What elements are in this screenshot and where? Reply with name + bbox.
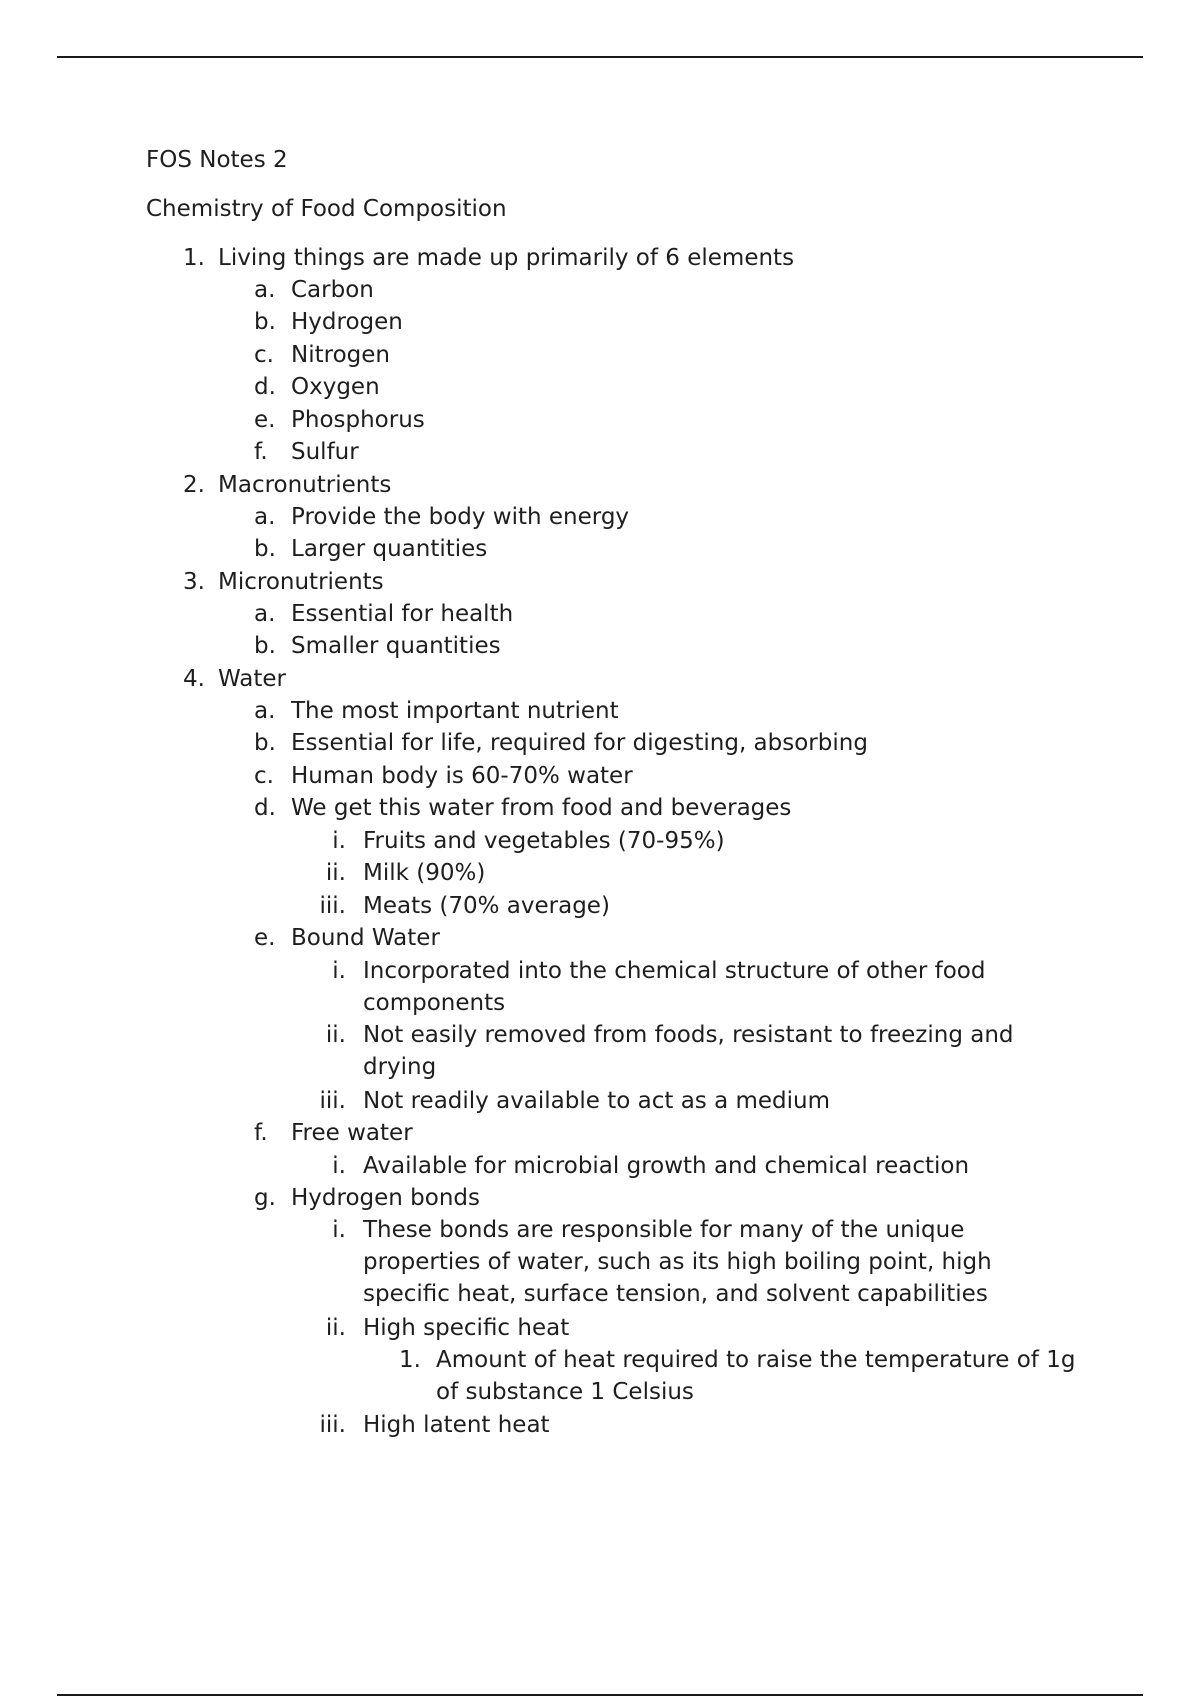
list-item-text: Not easily removed from foods, resistant to freezing and drying bbox=[363, 1022, 1014, 1080]
list-item-text: Amount of heat required to raise the temperature of 1g of substance 1 Celsius bbox=[436, 1347, 1076, 1405]
list-marker: ii. bbox=[325, 860, 346, 886]
list-item-text: These bonds are responsible for many of the unique properties of water, such as its high boiling point, high specific heat, surface tension, and solvent capabilities bbox=[363, 1217, 992, 1307]
list-item-text: Provide the body with energy bbox=[291, 504, 630, 530]
list-item-text: Carbon bbox=[291, 277, 374, 303]
list-item-text: Oxygen bbox=[291, 374, 380, 400]
list-marker: 1. bbox=[183, 245, 205, 271]
page-title: FOS Notes 2 bbox=[146, 147, 288, 173]
footer-rule bbox=[57, 1694, 1143, 1696]
list-item-text: Available for microbial growth and chemical reaction bbox=[363, 1153, 970, 1179]
list-marker: a. bbox=[254, 277, 276, 303]
list-marker: i. bbox=[332, 1153, 346, 1179]
list-marker: b. bbox=[254, 309, 276, 335]
list-item-text: Not readily available to act as a medium bbox=[363, 1088, 831, 1114]
list-marker: e. bbox=[254, 925, 276, 951]
list-marker: f. bbox=[254, 1120, 268, 1146]
list-item-text: Essential for life, required for digesting, absorbing bbox=[291, 730, 868, 756]
list-item-text: Essential for health bbox=[291, 601, 514, 627]
list-marker: 4. bbox=[183, 666, 205, 692]
list-item-text: Phosphorus bbox=[291, 407, 425, 433]
list-marker: d. bbox=[254, 795, 276, 821]
list-marker: d. bbox=[254, 374, 276, 400]
list-item-text: We get this water from food and beverages bbox=[291, 795, 792, 821]
list-marker: i. bbox=[332, 1217, 346, 1243]
list-marker: b. bbox=[254, 730, 276, 756]
list-marker: e. bbox=[254, 407, 276, 433]
list-item-text: Hydrogen bonds bbox=[291, 1185, 480, 1211]
list-marker: 2. bbox=[183, 472, 205, 498]
list-item-text: Sulfur bbox=[291, 439, 359, 465]
list-item-text: High latent heat bbox=[363, 1412, 550, 1438]
list-marker: ii. bbox=[325, 1315, 346, 1341]
list-marker: a. bbox=[254, 601, 276, 627]
list-marker: i. bbox=[332, 828, 346, 854]
list-item-text: Human body is 60-70% water bbox=[291, 763, 633, 789]
list-item-text: Nitrogen bbox=[291, 342, 390, 368]
list-marker: b. bbox=[254, 536, 276, 562]
list-item-text: Meats (70% average) bbox=[363, 893, 610, 919]
list-item-text: Larger quantities bbox=[291, 536, 488, 562]
list-item-text: High specific heat bbox=[363, 1315, 570, 1341]
list-item-text: Free water bbox=[291, 1120, 413, 1146]
list-item-text: The most important nutrient bbox=[291, 698, 619, 724]
list-item-text: Water bbox=[218, 666, 286, 692]
list-marker: b. bbox=[254, 633, 276, 659]
list-marker: 3. bbox=[183, 569, 205, 595]
list-marker: c. bbox=[254, 342, 274, 368]
list-marker: g. bbox=[254, 1185, 276, 1211]
list-item-text: Smaller quantities bbox=[291, 633, 501, 659]
list-marker: iii. bbox=[319, 1088, 346, 1114]
list-marker: 1. bbox=[399, 1347, 421, 1373]
list-item-text: Milk (90%) bbox=[363, 860, 486, 886]
list-item-text: Fruits and vegetables (70-95%) bbox=[363, 828, 725, 854]
list-item-text: Hydrogen bbox=[291, 309, 403, 335]
list-marker: i. bbox=[332, 958, 346, 984]
list-marker: ii. bbox=[325, 1022, 346, 1048]
list-item-text: Incorporated into the chemical structure of other food components bbox=[363, 958, 986, 1016]
list-marker: a. bbox=[254, 698, 276, 724]
list-marker: a. bbox=[254, 504, 276, 530]
list-marker: iii. bbox=[319, 893, 346, 919]
list-item-text: Macronutrients bbox=[218, 472, 392, 498]
list-marker: iii. bbox=[319, 1412, 346, 1438]
list-item-text: Living things are made up primarily of 6 elements bbox=[218, 245, 795, 271]
list-marker: f. bbox=[254, 439, 268, 465]
list-item-text: Micronutrients bbox=[218, 569, 384, 595]
page-subtitle: Chemistry of Food Composition bbox=[146, 196, 507, 222]
list-marker: c. bbox=[254, 763, 274, 789]
list-item-text: Bound Water bbox=[291, 925, 440, 951]
